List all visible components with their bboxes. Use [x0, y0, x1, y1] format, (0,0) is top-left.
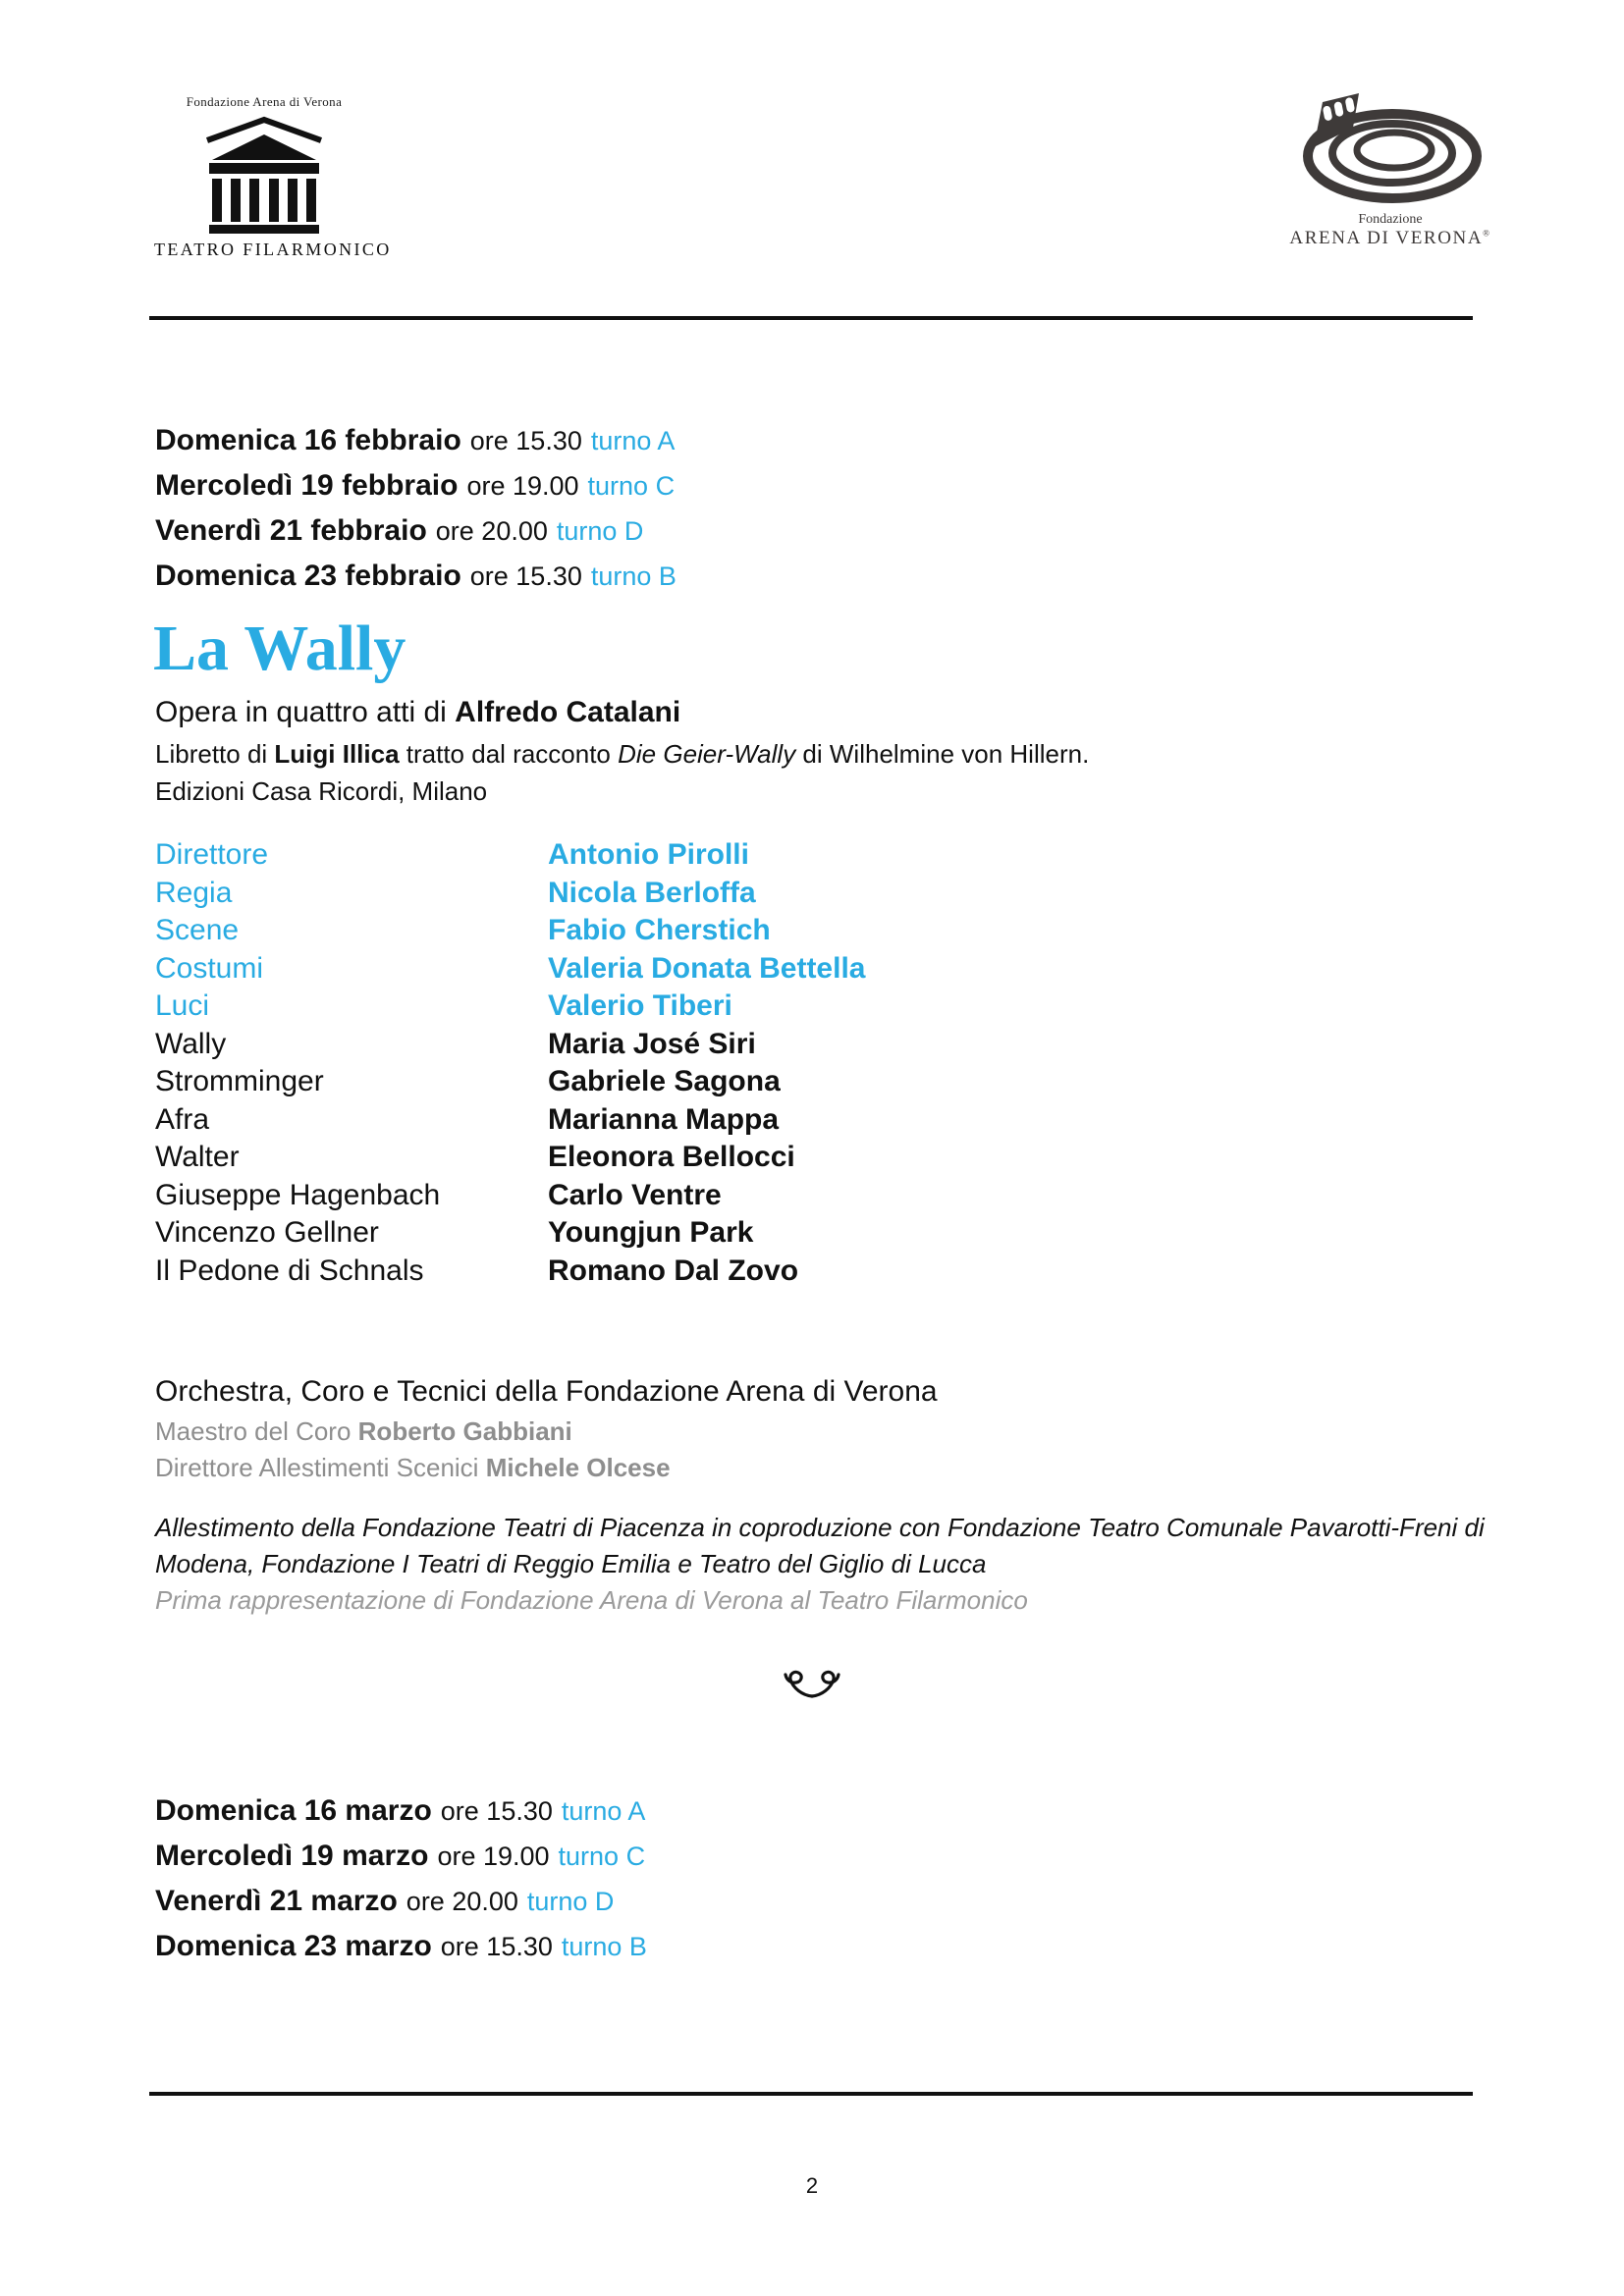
- credit-row: [155, 1214, 865, 1253]
- credit-role: Stromminger: [155, 1065, 324, 1097]
- composer-name: Alfredo Catalani: [455, 696, 681, 728]
- header-divider: [149, 316, 1473, 320]
- librettist-name: Luigi Illica: [274, 739, 400, 769]
- date-time: ore 19.00: [466, 471, 579, 501]
- production-section: [155, 1510, 1490, 1619]
- credit-row: [155, 1177, 865, 1215]
- teatro-filarmonico-text: TEATRO FILARMONICO: [154, 240, 392, 259]
- credit-name: Antonio Pirolli: [548, 838, 749, 871]
- date-day: Mercoledì 19 febbraio: [155, 469, 459, 502]
- date-row: [155, 463, 677, 508]
- credit-role: Vincenzo Gellner: [155, 1216, 379, 1249]
- date-turn: turno B: [561, 1932, 647, 1961]
- date-time: ore 20.00: [406, 1887, 518, 1916]
- date-turn: turno D: [526, 1887, 615, 1916]
- premiere-note: Prima rappresentazione di Fondazione Arena di Verona al Teatro Filarmonico: [155, 1585, 1028, 1615]
- subtitle-prefix: Opera in quattro atti di: [155, 696, 456, 728]
- opera-title: La Wally: [153, 613, 406, 684]
- date-turn: turno D: [556, 516, 644, 546]
- credit-name: Valeria Donata Bettella: [548, 951, 866, 985]
- credit-role: Regia: [155, 876, 233, 909]
- date-turn: turno A: [561, 1796, 646, 1826]
- credit-role: Wally: [155, 1027, 227, 1060]
- libretto-line: [155, 736, 1089, 772]
- credit-row: [155, 836, 865, 875]
- credit-row: [155, 1026, 865, 1064]
- libretto-prefix: Libretto di: [155, 739, 275, 769]
- arena-di-verona-text: ARENA DI VERONA: [1289, 228, 1484, 248]
- date-day: Domenica 23 marzo: [155, 1930, 432, 1962]
- date-day: Venerdì 21 febbraio: [155, 514, 427, 547]
- scenic-director-name: Michele Olcese: [485, 1453, 671, 1482]
- credit-name: Carlo Ventre: [548, 1178, 722, 1211]
- credit-row: [155, 1253, 865, 1291]
- credit-role: Walter: [155, 1141, 240, 1173]
- arena-di-verona-label: [1276, 228, 1504, 249]
- ensemble-line: Orchestra, Coro e Tecnici della Fondazione Arena di Verona: [155, 1375, 938, 1408]
- date-time: ore 15.30: [440, 1932, 553, 1961]
- credits-list: [155, 836, 865, 1290]
- date-row: [155, 554, 677, 599]
- february-dates: [155, 418, 677, 599]
- chorus-master-label: Maestro del Coro: [155, 1416, 358, 1446]
- credit-row: [155, 1101, 865, 1140]
- edition-line: Edizioni Casa Ricordi, Milano: [155, 776, 488, 806]
- chorus-master-line: [155, 1414, 938, 1450]
- date-day: Domenica 16 febbraio: [155, 424, 461, 456]
- ensemble-section: [155, 1370, 938, 1486]
- page-number: 2: [805, 2173, 819, 2198]
- march-dates: [155, 1789, 647, 1969]
- credit-role: Scene: [155, 914, 240, 946]
- date-turn: turno B: [590, 561, 677, 591]
- date-row: [155, 1834, 647, 1879]
- chorus-master-name: Roberto Gabbiani: [357, 1416, 572, 1446]
- credit-row: [155, 950, 865, 988]
- credit-name: Marianna Mappa: [548, 1102, 780, 1136]
- teatro-filarmonico-logo: [154, 94, 392, 260]
- date-time: ore 19.00: [437, 1842, 550, 1871]
- libretto-suffix: di Wilhelmine von Hillern.: [795, 739, 1090, 769]
- credit-name: Valerio Tiberi: [548, 989, 732, 1022]
- date-day: Mercoledì 19 marzo: [155, 1840, 429, 1872]
- date-row: [155, 1924, 647, 1969]
- credit-role: Afra: [155, 1102, 210, 1136]
- date-row: [155, 1879, 647, 1924]
- credit-row: [155, 988, 865, 1026]
- arena-amphitheater-icon: [1290, 90, 1490, 210]
- credit-role: Il Pedone di Schnals: [155, 1254, 424, 1287]
- scenic-director-line: [155, 1450, 938, 1486]
- credit-name: Nicola Berloffa: [548, 876, 756, 909]
- ornament: [0, 1669, 1624, 1700]
- credit-name: Romano Dal Zovo: [548, 1254, 799, 1287]
- opera-subtitle: [155, 693, 680, 732]
- date-row: [155, 1789, 647, 1834]
- date-turn: turno C: [587, 471, 676, 501]
- production-note: Allestimento della Fondazione Teatri di Piacenza in coproduzione con Fondazione Teatro Comunale Pavarotti-Freni di Modena, Fondazione I Teatri di Reggio Emilia e Teatro del Giglio di Lucca: [155, 1513, 1485, 1578]
- credit-name: Maria José Siri: [548, 1027, 756, 1060]
- floral-ornament-icon: [784, 1669, 840, 1700]
- credit-row: [155, 912, 865, 950]
- libretto-mid: tratto dal racconto: [399, 739, 619, 769]
- date-day: Venerdì 21 marzo: [155, 1885, 398, 1917]
- date-time: ore 15.30: [469, 426, 582, 455]
- date-time: ore 20.00: [435, 516, 548, 546]
- credit-name: Gabriele Sagona: [548, 1065, 781, 1097]
- credit-row: [155, 1139, 865, 1177]
- credit-role: Direttore: [155, 838, 269, 871]
- footer-divider: [149, 2092, 1473, 2096]
- date-row: [155, 508, 677, 554]
- fondazione-label: Fondazione: [1358, 212, 1423, 227]
- arena-di-verona-logo: [1276, 90, 1504, 249]
- credit-role: Luci: [155, 989, 210, 1022]
- credit-name: Fabio Cherstich: [548, 914, 771, 946]
- date-row: [155, 418, 677, 463]
- credit-row: [155, 875, 865, 913]
- date-turn: turno A: [590, 426, 676, 455]
- date-time: ore 15.30: [469, 561, 582, 591]
- date-time: ore 15.30: [440, 1796, 553, 1826]
- credit-role: Costumi: [155, 951, 264, 985]
- credit-name: Eleonora Bellocci: [548, 1141, 795, 1173]
- temple-icon: [199, 114, 329, 234]
- fondazione-arena-text: Fondazione Arena di Verona: [186, 94, 343, 109]
- date-day: Domenica 23 febbraio: [155, 560, 461, 592]
- date-day: Domenica 16 marzo: [155, 1794, 432, 1827]
- credit-name: Youngjun Park: [548, 1216, 754, 1249]
- credit-row: [155, 1063, 865, 1101]
- date-turn: turno C: [558, 1842, 646, 1871]
- credit-role: Giuseppe Hagenbach: [155, 1178, 441, 1211]
- registered-mark: ®: [1483, 228, 1491, 239]
- libretto-source: Die Geier-Wally: [618, 739, 796, 769]
- scenic-director-label: Direttore Allestimenti Scenici: [155, 1453, 486, 1482]
